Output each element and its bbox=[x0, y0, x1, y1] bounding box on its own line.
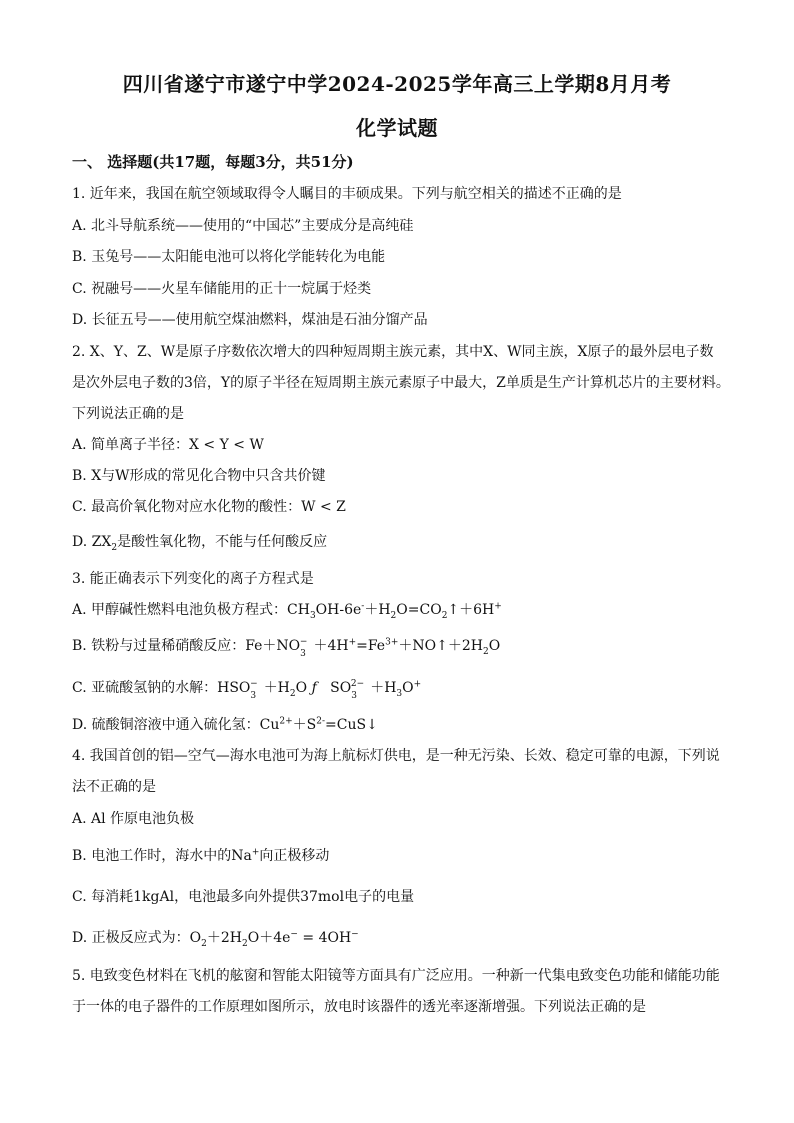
q1-option-b: B. 玉兔号——太阳能电池可以将化学能转化为电能 bbox=[72, 249, 386, 265]
q1-stem: 1. 近年来，我国在航空领域取得令人瞩目的丰硕成果。下列与航空相关的描述不正确的是 bbox=[72, 186, 622, 202]
q4-option-d: D. 正极反应式为：$O_2+2H_2O+4e^- = 4OH^-$ bbox=[72, 929, 359, 949]
page-title: 四川省遂宁市遂宁中学2024-2025学年高三上学期8月月考 bbox=[122, 72, 672, 96]
q2-option-d-text: 是酸性氧化物，不能与任何酸反应 bbox=[117, 534, 328, 550]
q2-option-d bbox=[72, 531, 738, 553]
page-subtitle: 化学试题 bbox=[356, 116, 438, 140]
q3-option-d: D. 硫酸铜溶液中通入硫化氢：$Cu^{2+}+S^{2-}=CuS↓$ bbox=[72, 716, 378, 733]
q4-option-a: A. Al 作原电池负极 bbox=[72, 811, 195, 827]
section-heading: 一、 选择题(共17题，每题3分，共51分) bbox=[72, 153, 354, 171]
q5-stem-line-2: 于一体的电子器件的工作原理如图所示，放电时该器件的透光率逐渐增强。下列说法正确的是 bbox=[72, 999, 646, 1015]
q3-stem: 3. 能正确表示下列变化的离子方程式是 bbox=[72, 571, 314, 587]
q4-stem-line-2: 法不正确的是 bbox=[72, 779, 156, 795]
q2-stem-line-2: 是次外层电子数的3倍，Y的原子半径在短周期主族元素原子中最大，Z单质是生产计算机芯片的主要材料。 bbox=[72, 375, 730, 391]
q2-option-c: C. 最高价氧化物对应水化物的酸性：W < Z bbox=[72, 499, 346, 515]
q2-stem-line-1: 2. X、Y、Z、W是原子序数依次增大的四种短周期主族元素，其中X、W同主族，X原子的最外层电子数 bbox=[72, 344, 714, 360]
q5-stem-line-1: 5. 电致变色材料在飞机的舷窗和智能太阳镜等方面具有广泛应用。一种新一代集电致变色功能和储能功能 bbox=[72, 968, 720, 984]
q4-option-c: C. 每消耗1kgAl，电池最多向外提供37mol电子的电量 bbox=[72, 889, 415, 905]
q2-option-d-formula: $ZX_2$ bbox=[91, 534, 118, 553]
q1-option-c: C. 祝融号——火星车储能用的正十一烷属于烃类 bbox=[72, 281, 372, 297]
q3-option-b: B. 铁粉与过量稀硝酸反应：$Fe+NO_3^-$ $+4H^+=Fe^{3+}+NO↑+2H_2O$ bbox=[72, 637, 501, 659]
q4-stem-line-1: 4. 我国首创的铝—空气—海水电池可为海上航标灯供电，是一种无污染、长效、稳定可靠的电源，下列说 bbox=[72, 748, 720, 764]
q1-option-d: D. 长征五号——使用航空煤油燃料，煤油是石油分馏产品 bbox=[72, 312, 428, 328]
q1-option-a: A. 北斗导航系统——使用的“中国芯”主要成分是高纯硅 bbox=[72, 218, 414, 234]
q2-option-d-prefix: D. bbox=[72, 534, 92, 550]
q2-stem-line-3: 下列说法正确的是 bbox=[72, 406, 184, 422]
q4-option-b: B. 电池工作时，海水中的Na+向正极移动 bbox=[72, 847, 330, 864]
q3-option-c: C. 亚硫酸氢钠的水解：$HSO_3^- +H_2O$ ƒ $SO_3^{2-} +H_3O^+$ bbox=[72, 679, 422, 701]
q3-option-a: A. 甲醇碱性燃料电池负极方程式：$CH_3OH-6e^-+H_2O=CO_2↑+6H^+$ bbox=[72, 601, 502, 621]
q2-option-b: B. X与W形成的常见化合物中只含共价键 bbox=[72, 468, 326, 484]
q2-option-a: A. 简单离子半径：X < Y < W bbox=[72, 437, 264, 453]
